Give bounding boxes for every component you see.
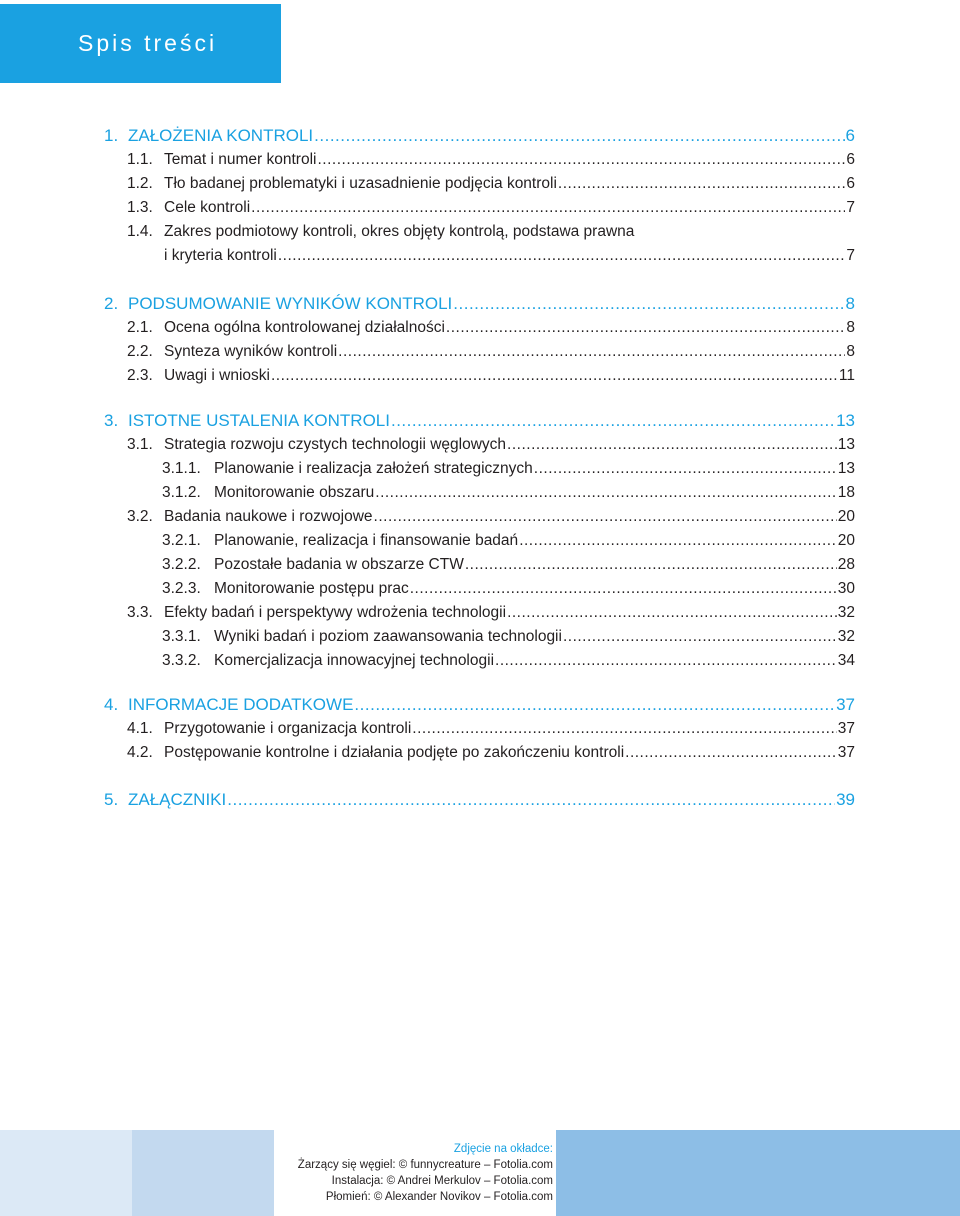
toc-page-number: 18 bbox=[837, 484, 855, 501]
toc-chapter[interactable] bbox=[104, 695, 855, 715]
cover-photo-credits bbox=[298, 1141, 553, 1205]
dot-leader bbox=[374, 507, 837, 527]
toc-entry-number: 4.2. bbox=[127, 744, 153, 761]
toc-page-number: 6 bbox=[846, 175, 855, 192]
toc-page-number: 32 bbox=[837, 604, 855, 621]
credit-line: Żarzący się węgiel: © funnycreature – Fotolia.com bbox=[297, 1159, 553, 1171]
toc-page-number: 6 bbox=[845, 126, 855, 145]
toc-entry[interactable] bbox=[127, 342, 855, 362]
dot-leader bbox=[391, 411, 835, 431]
toc-page-number: 7 bbox=[846, 199, 855, 216]
toc-entry-number: 3.2.1. bbox=[162, 532, 201, 549]
credit-line: Instalacja: © Andrei Merkulov – Fotolia.com bbox=[331, 1175, 553, 1187]
toc-page-number: 7 bbox=[846, 247, 855, 264]
dot-leader bbox=[317, 150, 845, 170]
toc-page-number: 8 bbox=[846, 343, 855, 360]
dot-leader bbox=[278, 246, 846, 266]
toc-entry[interactable] bbox=[127, 507, 855, 527]
toc-entry[interactable] bbox=[164, 246, 855, 266]
toc-entry-number: 3.3.2. bbox=[162, 652, 201, 669]
dot-leader bbox=[446, 318, 845, 338]
page-title: Spis treści bbox=[0, 4, 281, 83]
toc-page-number: 30 bbox=[837, 580, 855, 597]
dot-leader bbox=[453, 294, 844, 314]
dot-leader bbox=[519, 531, 837, 551]
toc-entry-label: INFORMACJE DODATKOWE bbox=[128, 695, 354, 714]
toc-page-number: 6 bbox=[846, 151, 855, 168]
toc-entry-number: 3.2. bbox=[127, 508, 153, 525]
footer-band-mid bbox=[132, 1130, 274, 1216]
toc-entry-label: Monitorowanie postępu prac bbox=[214, 580, 409, 597]
toc-entry-number: 2.2. bbox=[127, 343, 153, 360]
toc-entry[interactable] bbox=[162, 555, 855, 575]
toc-entry-label: ZAŁOŻENIA KONTROLI bbox=[128, 126, 314, 145]
toc-entry-label: Planowanie, realizacja i finansowanie badań bbox=[214, 532, 519, 549]
toc-page-number: 20 bbox=[837, 508, 855, 525]
toc-entry-label: Zakres podmiotowy kontroli, okres objęty kontrolą, podstawa prawna bbox=[164, 223, 635, 240]
toc-entry-number: 3.1.1. bbox=[162, 460, 201, 477]
toc-entry-label: Efekty badań i perspektywy wdrożenia technologii bbox=[164, 604, 507, 621]
toc-entry[interactable] bbox=[162, 459, 855, 479]
toc-entry[interactable] bbox=[127, 743, 855, 763]
toc-entry[interactable] bbox=[127, 435, 855, 455]
toc-page-number: 39 bbox=[836, 790, 855, 809]
toc-entry-label: Planowanie i realizacja założeń strategicznych bbox=[214, 460, 533, 477]
toc-chapter[interactable] bbox=[104, 411, 855, 431]
toc-entry-number: 4.1. bbox=[127, 720, 153, 737]
toc-entry-label: Strategia rozwoju czystych technologii węglowych bbox=[164, 436, 507, 453]
toc-entry-label: Przygotowanie i organizacja kontroli bbox=[164, 720, 412, 737]
toc-entry-number: 3.2.2. bbox=[162, 556, 201, 573]
dot-leader bbox=[354, 695, 835, 715]
toc-entry[interactable] bbox=[127, 366, 855, 386]
toc-entry-number: 1.1. bbox=[127, 151, 153, 168]
toc-entry-label: Uwagi i wnioski bbox=[164, 367, 270, 384]
toc-page-number: 13 bbox=[836, 411, 855, 430]
dot-leader bbox=[338, 342, 845, 362]
toc-entry-label: Tło badanej problematyki i uzasadnienie podjęcia kontroli bbox=[164, 175, 557, 192]
toc-entry[interactable] bbox=[127, 174, 855, 194]
toc-entry-label: ZAŁĄCZNIKI bbox=[128, 790, 227, 809]
toc-entry[interactable] bbox=[127, 719, 855, 739]
toc-entry-label: Cele kontroli bbox=[164, 199, 251, 216]
dot-leader bbox=[410, 579, 837, 599]
toc-entry-number: 3.2.3. bbox=[162, 580, 201, 597]
dot-leader bbox=[507, 435, 837, 455]
dot-leader bbox=[227, 790, 835, 810]
toc-chapter[interactable] bbox=[104, 126, 855, 146]
credits-heading: Zdjęcie na okładce: bbox=[453, 1143, 553, 1155]
toc-entry-label: ISTOTNE USTALENIA KONTROLI bbox=[128, 411, 390, 430]
toc-chapter[interactable] bbox=[104, 790, 855, 810]
toc-entry[interactable] bbox=[127, 198, 855, 218]
toc-chapter[interactable] bbox=[104, 294, 855, 314]
toc-page-number: 37 bbox=[836, 695, 855, 714]
toc-entry-label: Synteza wyników kontroli bbox=[164, 343, 338, 360]
toc-page-number: 13 bbox=[837, 436, 855, 453]
toc-entry-label: i kryteria kontroli bbox=[164, 247, 277, 264]
toc-entry[interactable] bbox=[162, 579, 855, 599]
toc-entry-number: 1.3. bbox=[127, 199, 153, 216]
toc-page-number: 8 bbox=[845, 294, 855, 313]
toc-entry-label: Postępowanie kontrolne i działania podjęte po zakończeniu kontroli bbox=[164, 744, 625, 761]
toc-entry-label: Komercjalizacja innowacyjnej technologii bbox=[214, 652, 495, 669]
toc-page-number: 8 bbox=[846, 319, 855, 336]
toc-entry-label: Badania naukowe i rozwojowe bbox=[164, 508, 373, 525]
toc-entry-number: 1.2. bbox=[127, 175, 153, 192]
toc-entry[interactable] bbox=[127, 603, 855, 623]
toc-entry-number: 3.3. bbox=[127, 604, 153, 621]
toc-entry-number: 2.3. bbox=[127, 367, 153, 384]
footer-band-right bbox=[556, 1130, 960, 1216]
toc-page-number: 37 bbox=[837, 720, 855, 737]
dot-leader bbox=[507, 603, 837, 623]
toc-entry[interactable] bbox=[127, 150, 855, 170]
toc-entry-number: 2.1. bbox=[127, 319, 153, 336]
toc-entry-label: Pozostałe badania w obszarze CTW bbox=[214, 556, 464, 573]
dot-leader bbox=[465, 555, 837, 575]
toc-entry-number: 3. bbox=[104, 411, 119, 430]
dot-leader bbox=[412, 719, 836, 739]
dot-leader bbox=[375, 483, 836, 503]
dot-leader bbox=[534, 459, 837, 479]
toc-entry-line bbox=[127, 222, 634, 242]
dot-leader bbox=[495, 651, 837, 671]
toc-entry-number: 5. bbox=[104, 790, 119, 809]
toc-entry[interactable] bbox=[162, 483, 855, 503]
toc-entry-label: Temat i numer kontroli bbox=[164, 151, 317, 168]
dot-leader bbox=[558, 174, 845, 194]
toc-entry-number: 4. bbox=[104, 695, 119, 714]
toc-entry-label: PODSUMOWANIE WYNIKÓW KONTROLI bbox=[128, 294, 453, 313]
toc-page-number: 34 bbox=[837, 652, 855, 669]
dot-leader bbox=[251, 198, 845, 218]
dot-leader bbox=[314, 126, 844, 146]
toc-entry[interactable] bbox=[162, 627, 855, 647]
dot-leader bbox=[563, 627, 837, 647]
dot-leader bbox=[271, 366, 838, 386]
toc-page-number: 20 bbox=[837, 532, 855, 549]
credit-line: Płomień: © Alexander Novikov – Fotolia.com bbox=[325, 1191, 553, 1203]
toc-entry[interactable] bbox=[127, 318, 855, 338]
toc-page-number: 32 bbox=[837, 628, 855, 645]
toc-page-number: 37 bbox=[837, 744, 855, 761]
toc-entry-label: Ocena ogólna kontrolowanej działalności bbox=[164, 319, 445, 336]
toc-entry-number: 3.3.1. bbox=[162, 628, 201, 645]
footer-band-left bbox=[0, 1130, 132, 1216]
dot-leader bbox=[625, 743, 837, 763]
toc-page-number: 11 bbox=[838, 367, 855, 384]
toc-entry-number: 1. bbox=[104, 126, 119, 145]
toc-page-number: 28 bbox=[837, 556, 855, 573]
toc-entry-number: 1.4. bbox=[127, 223, 153, 240]
toc-entry[interactable] bbox=[162, 651, 855, 671]
toc-entry-number: 2. bbox=[104, 294, 119, 313]
toc-entry-number: 3.1. bbox=[127, 436, 153, 453]
toc-entry-label: Monitorowanie obszaru bbox=[214, 484, 375, 501]
toc-entry-label: Wyniki badań i poziom zaawansowania technologii bbox=[214, 628, 562, 645]
toc-page-number: 13 bbox=[837, 460, 855, 477]
toc-entry[interactable] bbox=[162, 531, 855, 551]
toc-entry-number: 3.1.2. bbox=[162, 484, 201, 501]
